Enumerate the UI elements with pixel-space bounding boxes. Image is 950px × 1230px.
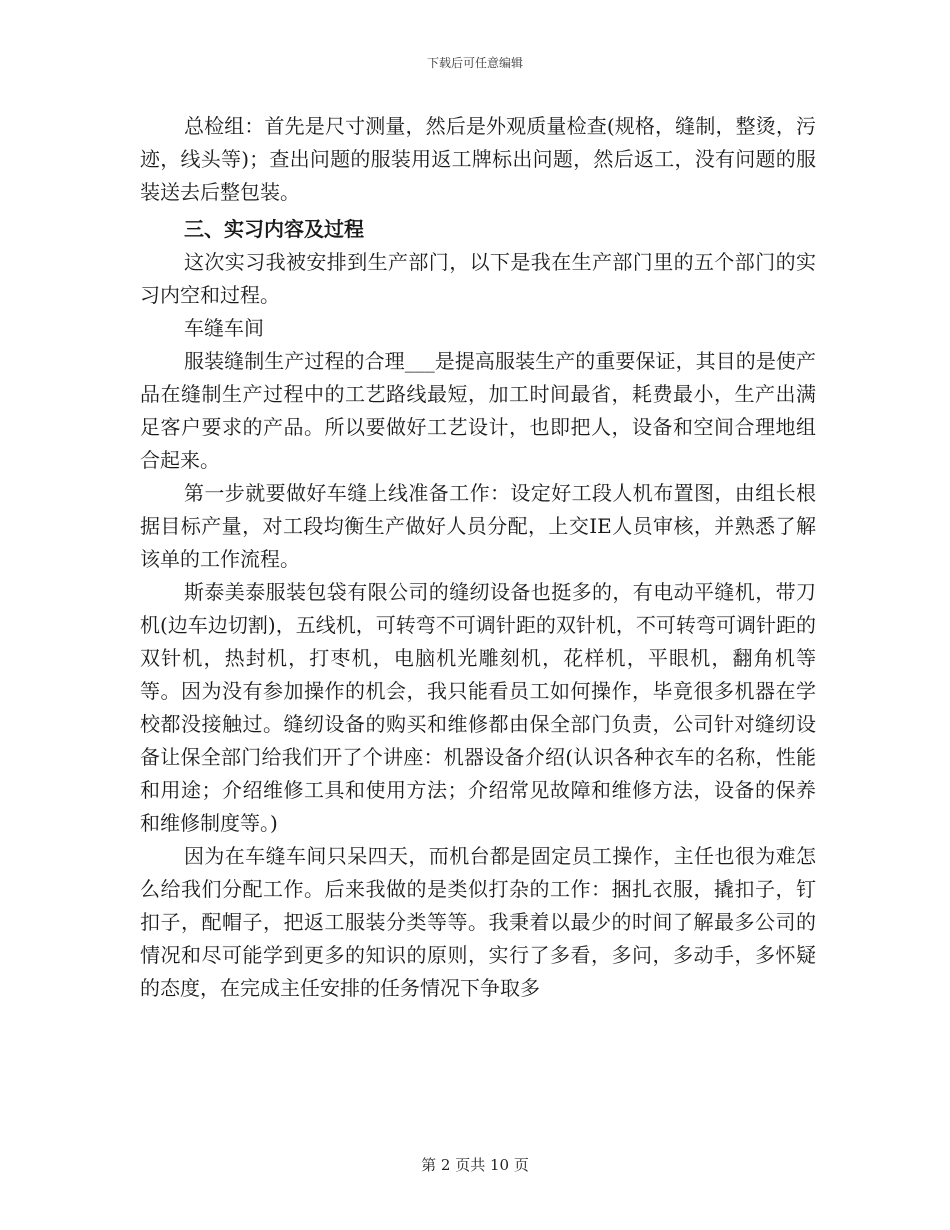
page-header: 下载后可任意编辑 <box>426 56 523 70</box>
paragraph-inspection: 总检组：首先是尺寸测量，然后是外观质量检查(规格，缝制，整烫，污迹，线头等)；查出问题的服装用返工牌标出问题，然后返工，没有问题的服装送去后整包装。 <box>140 114 816 204</box>
paragraph-equipment: 斯泰美泰服装包袋有限公司的缝纫设备也挺多的，有电动平缝机，带刀机(边车边切割)，五线机，可转弯不可调针距的双针机，不可转弯可调针距的双针机，热封机，打枣机，电脑机光雕刻机，花样机，平眼机，翻角机等等。因为没有参加操作的机会，我只能看员工如何操作，毕竟很多机器在学校都没接触过。缝纫设备的购买和维修都由保全部门负责，公司针对缝纫设备让保全部门给我们开了个讲座：机器设备介绍(认识各种衣车的名称，性能和用途；介绍维修工具和使用方法；介绍常见故障和维修方法，设备的保养和维修制度等。) <box>140 580 816 835</box>
paragraph-sewing-process: 服装缝制生产过程的合理___是提高服装生产的重要保证，其目的是使产品在缝制生产过程中的工艺路线最短，加工时间最省，耗费最小，生产出满足客户要求的产品。所以要做好工艺设计，也即把人，设备和空间合理地组合起来。 <box>140 349 816 472</box>
document-body <box>140 110 816 1005</box>
subsection-title: 车缝车间 <box>184 316 264 340</box>
paragraph-first-step: 第一步就要做好车缝上线准备工作：设定好工段人机布置图，由组长根据目标产量，对工段均衡生产做好人员分配，上交IE人员审核，并熟悉了解该单的工作流程。 <box>140 481 816 571</box>
paragraph-work: 因为在车缝车间只呆四天，而机台都是固定员工操作，主任也很为难怎么给我们分配工作。后来我做的是类似打杂的工作：捆扎衣服，撬扣子，钉扣子，配帽子，把返工服装分类等等。我秉着以最少的时间了解最多公司的情况和尽可能学到更多的知识的原则，实行了多看，多问，多动手，多怀疑的态度，在完成主任安排的任务情况下争取多 <box>140 844 816 1000</box>
page-footer: 第 2 页共 10 页 <box>421 1156 529 1174</box>
section-heading: 三、实习内容及过程 <box>184 217 364 241</box>
paragraph-intro: 这次实习我被安排到生产部门，以下是我在生产部门里的五个部门的实习内空和过程。 <box>140 250 816 307</box>
